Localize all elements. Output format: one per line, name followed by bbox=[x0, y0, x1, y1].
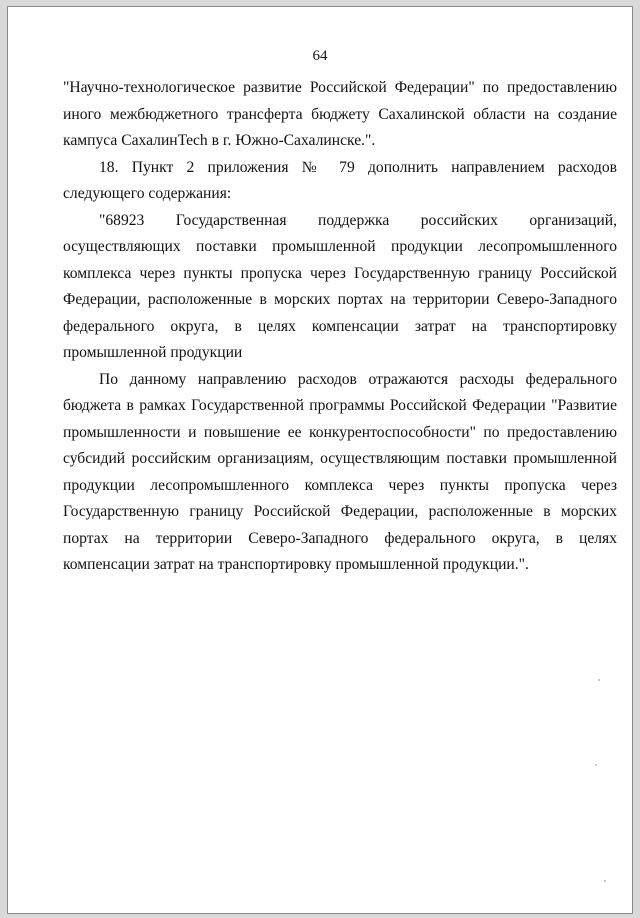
paragraph-expense-68923: "68923 Государственная поддержка российских организаций, осуществляющих поставки промышленной продукции лесопромышленного комплекса через пункты пропуска через Государственную границу Российской Федерации, расположенные в морских портах на территории Северо-Западного федерального округа, в целях компенсации затрат на транспортировку промышленной продукции bbox=[63, 211, 617, 361]
paragraph-expense-description: По данному направлению расходов отражаются расходы федерального бюджета в рамках Государственной программы Российской Федерации "Развитие промышленности и повышение ее конкурентоспособности" по предоставлению субсидий российским организациям, осуществляющим поставки промышленной продукции лесопромышленного комплекса через пункты пропуска через Государственную границу Российской Федерации, расположенные в морских портах на территории Северо-Западного федерального округа, в целях компенсации затрат на транспортировку промышленной продукции.". bbox=[63, 370, 617, 573]
page-number: 64 bbox=[312, 48, 328, 64]
paragraph-item-18: 18. Пункт 2 приложения № 79 дополнить направлением расходов следующего содержания: bbox=[63, 158, 617, 202]
document-body bbox=[63, 75, 617, 579]
scan-speck bbox=[595, 764, 597, 766]
scan-speck bbox=[604, 880, 606, 882]
document-page bbox=[7, 6, 633, 914]
paragraph-continuation: "Научно-технологическое развитие Российской Федерации" по предоставлению иного межбюджетного трансферта бюджету Сахалинской области на создание кампуса СахалинTech в г. Южно-Сахалинске.". bbox=[63, 79, 617, 149]
scan-speck bbox=[598, 679, 600, 681]
